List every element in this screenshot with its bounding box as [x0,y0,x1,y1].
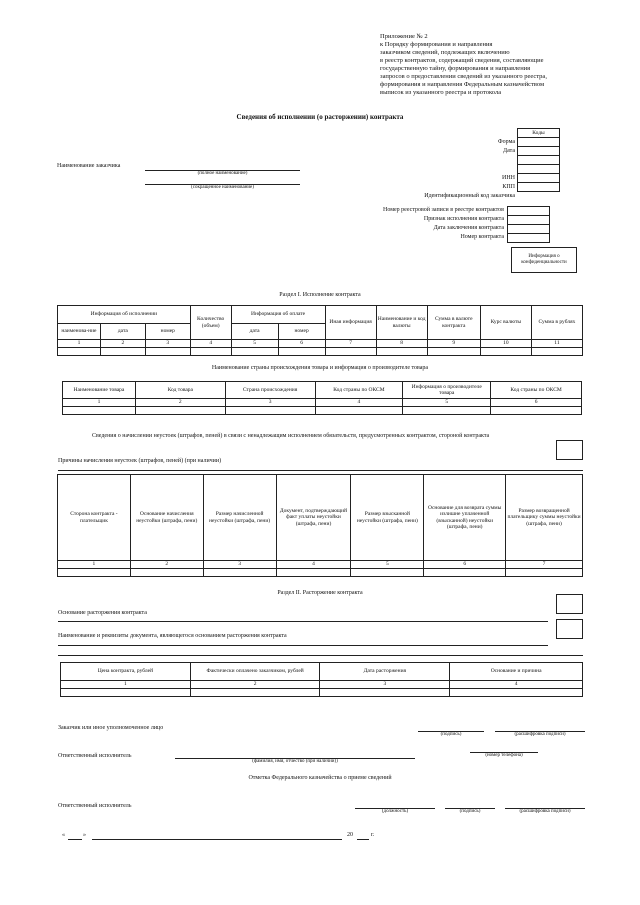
execution-sign-field[interactable] [508,216,550,225]
short-name-hint: (сокращенное наименование) [191,185,254,190]
position-hint: (должность) [381,809,409,814]
appendix-line: заказчиком сведений, подлежащих включению [380,49,510,56]
origin-col-country: Страна происхождения [225,382,315,399]
termination-basis-line[interactable] [58,621,548,622]
responsible-label: Ответственный исполнитель [58,753,132,759]
col-num: 7 [325,340,376,348]
col-num: 3 [145,340,190,348]
date-month-line[interactable] [92,839,342,840]
term-col-date: Дата расторжения [320,663,450,681]
data-cell[interactable] [320,689,450,697]
origin-col-manufacturer: Информация о производителе товара [403,382,491,399]
appendix-line: Приложение № 2 [380,33,428,40]
col-num: 2 [135,399,225,407]
appendix-block [380,33,590,97]
term-col-price: Цена контракта, рублей [61,663,191,681]
col-rate: Курс валюты [480,306,531,340]
conclusion-date-field[interactable] [508,225,550,234]
label-conclusion-date: Дата заключения контракта [433,225,504,231]
col-num: 8 [376,340,427,348]
label-registry-number: Номер реестровой записи в реестре контрактов [383,207,504,213]
data-cell[interactable] [325,348,376,356]
col-num: 4 [276,561,351,569]
pen-col-refund-basis: Основание для возврата суммы излишне уплаченной (взысканной) неустойки (штрафа, пени) [424,475,506,561]
appendix-line: в реестр контрактов, содержащий сведения, составляющие [380,57,544,64]
col-num: 3 [320,681,450,689]
data-cell[interactable] [278,348,325,356]
data-cell[interactable] [315,407,403,415]
codes-table [517,128,560,192]
full-name-hint: (полное наименование) [197,171,248,176]
year-prefix: 20 [347,832,353,838]
col-num: 9 [427,340,480,348]
termination-basis-box[interactable] [556,594,583,614]
appendix-line: государственную тайну, формирования и направления [380,65,531,72]
customer-sign-label: Заказчик или иное уполномоченное лицо [58,725,164,731]
pen-col-amount: Размер начисленной неустойки (штрафа, пени) [203,475,276,561]
termination-basis-label: Основание расторжения контракта [58,610,147,616]
decode2-hint: (расшифровка подписи) [519,809,571,814]
col-pay-date: дата [231,324,278,340]
col-num: 3 [203,561,276,569]
date-year-line[interactable] [357,839,369,840]
termination-doc-line-2[interactable] [58,655,583,656]
date-day-line[interactable] [68,839,82,840]
data-cell[interactable] [531,348,582,356]
origin-table [62,381,582,415]
appendix-line: к Порядку формирования и направления [380,41,493,48]
termination-table [60,662,583,697]
pen-col-basis: Основание начисления неустойки (штрафа, пени) [130,475,203,561]
origin-col-product: Наименование товара [63,382,136,399]
data-cell[interactable] [190,689,320,697]
data-cell[interactable] [424,569,506,577]
termination-doc-line[interactable] [58,645,548,646]
col-num: 6 [491,399,582,407]
section2-title: Раздел II. Расторжение контракта [277,590,363,596]
col-sum-currency: Сумма в валюте контракта [427,306,480,340]
pen-col-collected: Размер взысканной неустойки (штрафа, пени) [351,475,424,561]
data-cell[interactable] [190,348,231,356]
data-cell[interactable] [225,407,315,415]
col-num: 5 [351,561,424,569]
col-num: 2 [190,681,320,689]
treasury-title: Отметка Федерального казначейства о приеме сведений [248,775,392,781]
col-exec-date: дата [100,324,145,340]
data-cell[interactable] [231,348,278,356]
col-pay-number: номер [278,324,325,340]
label-blank [360,157,515,175]
decode-hint: (расшифровка подписи) [514,732,566,737]
col-num: 5 [231,340,278,348]
code-cell[interactable] [518,156,560,165]
group-exec-header: Информация об исполнении [58,306,191,324]
col-num: 2 [130,561,203,569]
code-cell[interactable] [518,183,560,192]
data-cell[interactable] [450,689,583,697]
code-cell[interactable] [518,138,560,147]
data-cell[interactable] [403,407,491,415]
term-col-paid: Фактически оплачено заказчиком, рублей [190,663,320,681]
phone-hint: (номер телефона) [485,753,523,758]
col-num: 1 [63,399,136,407]
contract-labels [330,207,504,243]
label-form: Форма [497,139,515,145]
contract-fields-table [507,206,550,243]
code-cell[interactable] [518,174,560,183]
origin-col-code: Код товара [135,382,225,399]
col-num: 4 [190,340,231,348]
section1-table [57,305,583,356]
date-quote-open: « [62,832,65,838]
data-cell[interactable] [480,348,531,356]
label-date: Дата [503,148,515,154]
col-num: 4 [315,399,403,407]
col-quantity: Количество (объем) [190,306,231,340]
confidentiality-label: Информация о конфиденциальности [521,254,567,265]
col-num: 10 [480,340,531,348]
col-num: 1 [58,340,101,348]
col-num: 6 [424,561,506,569]
data-cell[interactable] [145,348,190,356]
data-cell[interactable] [130,569,203,577]
origin-col-country-code: Код страны по ОКСМ [315,382,403,399]
origin-col-manufacturer-code: Код страны по ОКСМ [491,382,582,399]
data-cell[interactable] [58,569,131,577]
data-cell[interactable] [351,569,424,577]
data-cell[interactable] [427,348,480,356]
label-kpp: КПП [502,184,515,190]
col-exec-number: номер [145,324,190,340]
col-num: 5 [403,399,491,407]
data-cell[interactable] [61,689,191,697]
appendix-line: запросов о предоставлении сведений из указанного реестра, [380,73,547,80]
appendix-line: формирования и направления Федеральным казначейством [380,81,545,88]
col-currency: Наименование и код валюты [376,306,427,340]
appendix-line: выписок из указанного реестра и протокола [380,89,502,96]
penalties-title: Сведения о начислении неустоек (штрафов, пеней) в связи с ненадлежащим исполнением обязательств, предусмотренных контрактом, стороной контракта [92,433,490,439]
penalty-check-box[interactable] [556,440,583,460]
sign2-hint: (подпись) [459,809,481,814]
penalties-table [57,474,583,577]
fio-hint: (фамилия, имя, отчество (при наличии)) [252,759,338,764]
col-num: 1 [61,681,191,689]
col-sum-rub: Сумма в рублях [531,306,582,340]
termination-doc-box[interactable] [556,619,583,639]
label-contract-number: Номер контракта [460,234,504,240]
penalty-reasons-line[interactable] [58,470,583,471]
data-cell[interactable] [100,348,145,356]
code-cell[interactable] [518,147,560,156]
data-cell[interactable] [63,407,136,415]
pen-col-payer: Сторона контракта - плательщик [58,475,131,561]
label-execution-sign: Признак исполнения контракта [423,216,504,222]
codes-header: Коды [518,129,560,138]
col-name: наименова-ние [58,324,101,340]
data-cell[interactable] [506,569,583,577]
code-cell[interactable] [518,165,560,174]
origin-title: Наименование страны происхождения товара и информация о производителе товара [211,365,429,371]
date-quote-close: » [83,832,86,838]
col-num: 11 [531,340,582,348]
col-num: 3 [225,399,315,407]
customer-label: Наименование заказчика [57,163,121,169]
data-cell[interactable] [58,348,101,356]
col-other-info: Иная информация [325,306,376,340]
sign-hint: (подпись) [440,732,462,737]
col-num: 4 [450,681,583,689]
group-pay-header: Информация об оплате [231,306,325,324]
confidentiality-box[interactable] [511,247,577,273]
data-cell[interactable] [376,348,427,356]
label-inn: ИНН [502,175,515,181]
penalty-reasons-label: Причины начисления неустоек (штрафов, пеней) (при наличии) [58,458,222,464]
right-labels [360,139,515,202]
year-suffix: г. [371,832,375,838]
registry-number-field[interactable] [508,207,550,216]
page-title: Сведения об исполнении (о расторжении) контракта [236,113,404,121]
col-num: 6 [278,340,325,348]
pen-col-refunded: Размер возвращенной плательщику суммы неустойки (штрафа, пени) [506,475,583,561]
section1-title: Раздел I. Исполнение контракта [279,292,361,298]
data-cell[interactable] [491,407,582,415]
term-col-reason: Основание и причина [450,663,583,681]
data-cell[interactable] [135,407,225,415]
termination-doc-label: Наименование и реквизиты документа, являющегося основанием расторжения контракта [58,633,287,639]
responsible2-label: Ответственный исполнитель [58,803,132,809]
col-num: 2 [100,340,145,348]
data-cell[interactable] [203,569,276,577]
data-cell[interactable] [276,569,351,577]
col-num: 1 [58,561,131,569]
col-num: 7 [506,561,583,569]
label-customer-id: Идентификационный код заказчика [424,193,515,199]
pen-col-document: Документ, подтверждающий факт уплаты неустойки (штрафа, пени) [276,475,351,561]
contract-number-field[interactable] [508,234,550,243]
